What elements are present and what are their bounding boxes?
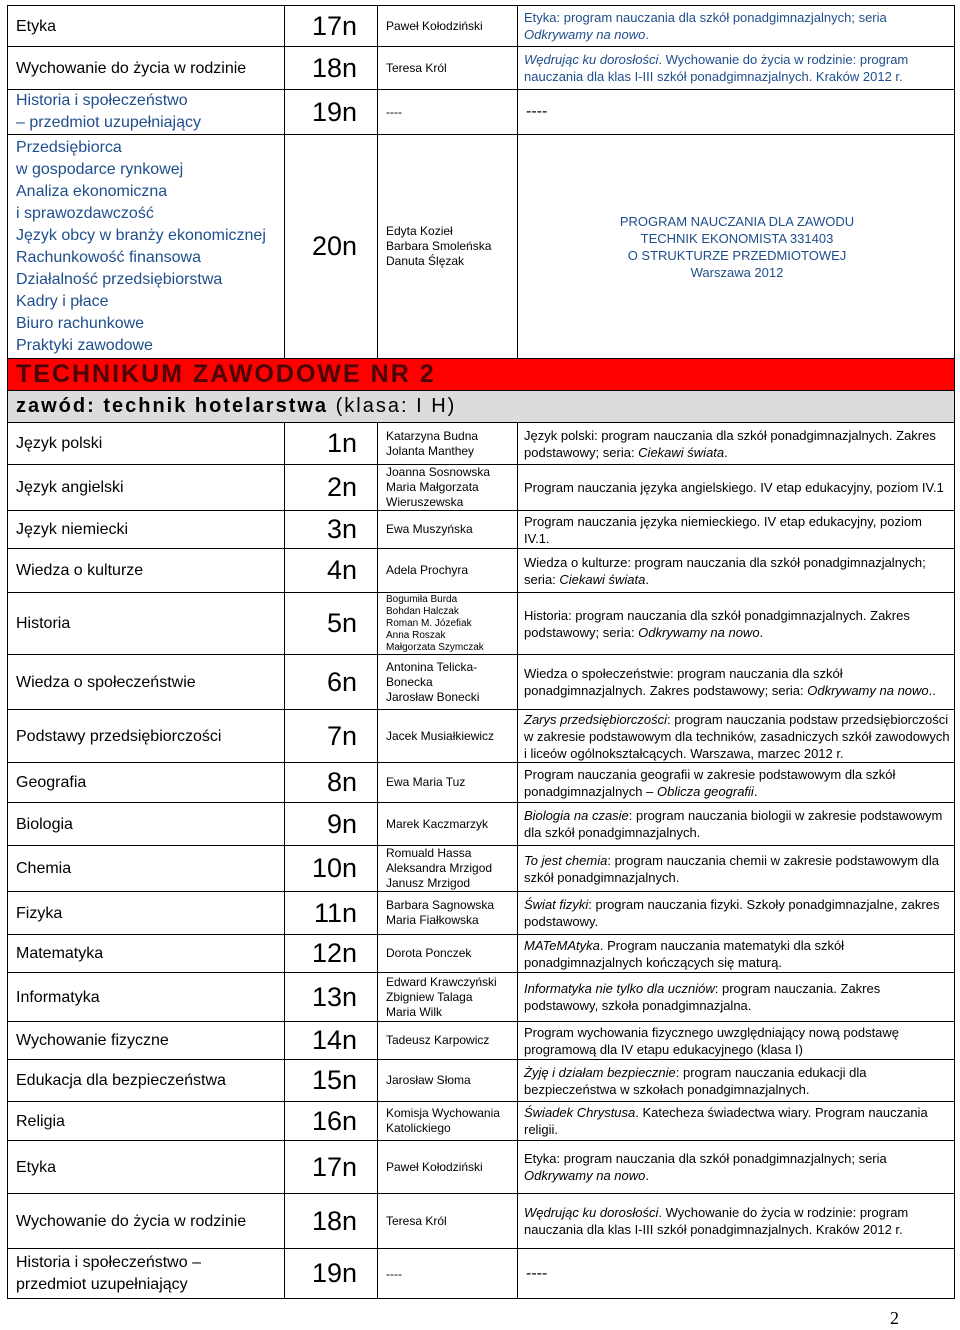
table-row bbox=[8, 90, 955, 135]
author-name: Komisja Wychowania Katolickiego bbox=[386, 1106, 500, 1135]
author-name: Paweł Kołodziński bbox=[386, 1159, 483, 1174]
school-header-row bbox=[8, 359, 955, 391]
program-description: Wiedza o społeczeństwie: program nauczania dla szkół ponadgimnazjalnych. Zakres podstawowy; seria: Odkrywamy na nowo.. bbox=[518, 655, 955, 710]
table-row bbox=[8, 511, 955, 549]
description-line: Warszawa 2012 bbox=[690, 264, 784, 280]
program-number: 17n bbox=[285, 6, 378, 47]
author-name: Edyta Kozieł bbox=[386, 224, 453, 238]
subject-line: Praktyki zawodowe bbox=[16, 336, 153, 354]
subject-cell: Matematyka bbox=[8, 935, 285, 973]
authors-cell bbox=[378, 710, 518, 763]
subject-cell bbox=[8, 1249, 285, 1299]
authors-cell bbox=[378, 1141, 518, 1194]
subject-line: Język obcy w branży ekonomicznej bbox=[16, 226, 266, 244]
authors-cell: ---- bbox=[378, 1249, 518, 1299]
program-number: 17n bbox=[285, 1141, 378, 1194]
program-description: Wędrując ku dorosłości. Wychowanie do życia w rodzinie: program nauczania dla klas I-III szkół ponadgimnazjalnych. Kraków 2012 r. bbox=[518, 47, 955, 90]
subject-cell: Język polski bbox=[8, 423, 285, 465]
profession-label: zawód: technik hotelarstwa bbox=[16, 395, 329, 417]
program-description: Wiedza o kulturze: program nauczania dla szkół ponadgimnazjalnych; seria: Ciekawi świata. bbox=[518, 549, 955, 593]
author-name: Danuta Ślęzak bbox=[386, 254, 465, 268]
subject-cell: Wychowanie fizyczne bbox=[8, 1022, 285, 1060]
authors-cell bbox=[378, 892, 518, 935]
subject-cell: Wiedza o kulturze bbox=[8, 549, 285, 593]
table-row bbox=[8, 135, 955, 359]
authors-cell bbox=[378, 135, 518, 359]
program-description: Żyję i działam bezpiecznie: program nauczania edukacji dla bezpieczeństwa w szkołach ponadgimnazjalnych. bbox=[518, 1060, 955, 1102]
subject-line: Kadry i płace bbox=[16, 292, 109, 310]
subject-line: przedmiot uzupełniający bbox=[16, 1275, 188, 1293]
program-number: 11n bbox=[285, 892, 378, 935]
authors-cell bbox=[378, 655, 518, 710]
subject-cell: Wychowanie do życia w rodzinie bbox=[8, 47, 285, 90]
subject-cell: Etyka bbox=[8, 6, 285, 47]
author-name: Maria Wilk bbox=[386, 1004, 442, 1019]
authors-cell bbox=[378, 549, 518, 593]
program-number: 9n bbox=[285, 803, 378, 846]
author-name: Tadeusz Karpowicz bbox=[386, 1033, 490, 1047]
subject-cell: Etyka bbox=[8, 1141, 285, 1194]
subject-cell: Geografia bbox=[8, 763, 285, 803]
profession-header-row bbox=[8, 391, 955, 423]
authors-cell: Teresa Król bbox=[378, 47, 518, 90]
subject-cell: Edukacja dla bezpieczeństwa bbox=[8, 1060, 285, 1102]
author-name: Edward Krawczyński bbox=[386, 974, 497, 989]
program-number: 4n bbox=[285, 549, 378, 593]
program-description: Informatyka nie tylko dla uczniów: program nauczania. Zakres podstawowy, szkoła ponadgimnazjalna. bbox=[518, 973, 955, 1022]
table-row bbox=[8, 710, 955, 763]
author-name: Janusz Mrzigod bbox=[386, 876, 471, 890]
program-description bbox=[518, 135, 955, 359]
program-description: ---- bbox=[518, 1249, 955, 1299]
subject-cell: Chemia bbox=[8, 846, 285, 892]
table-row bbox=[8, 1249, 955, 1299]
author-name: Jarosław Bonecki bbox=[386, 689, 480, 704]
authors-cell bbox=[378, 1194, 518, 1249]
program-number: 14n bbox=[285, 1022, 378, 1060]
author-name: Romuald Hassa bbox=[386, 846, 472, 860]
authors-cell bbox=[378, 803, 518, 846]
table-row bbox=[8, 655, 955, 710]
program-description: Program nauczania języka angielskiego. IV etap edukacyjny, poziom IV.1 bbox=[518, 465, 955, 511]
program-number: 7n bbox=[285, 710, 378, 763]
table-row bbox=[8, 892, 955, 935]
table-row bbox=[8, 973, 955, 1022]
table-row bbox=[8, 1141, 955, 1194]
subject-line: – przedmiot uzupełniający bbox=[16, 114, 201, 131]
profession-header bbox=[8, 391, 955, 423]
program-number: 12n bbox=[285, 935, 378, 973]
author-name: Anna Roszak bbox=[386, 629, 446, 641]
subject-cell: Religia bbox=[8, 1102, 285, 1141]
program-number: 15n bbox=[285, 1060, 378, 1102]
table-row bbox=[8, 1022, 955, 1060]
table-row bbox=[8, 935, 955, 973]
program-description: Wędrując ku dorosłości. Wychowanie do życia w rodzinie: program nauczania dla klas I-III szkół ponadgimnazjalnych. Kraków 2012 r. bbox=[518, 1194, 955, 1249]
author-name: Jarosław Słoma bbox=[386, 1073, 471, 1087]
table-row bbox=[8, 1194, 955, 1249]
authors-cell bbox=[378, 511, 518, 549]
program-description: ---- bbox=[518, 90, 955, 135]
subject-cell: Język niemiecki bbox=[8, 511, 285, 549]
authors-cell bbox=[378, 1022, 518, 1060]
program-description: Zarys przedsiębiorczości: program nauczania podstaw przedsiębiorczości w zakresie podstawowym dla techników, zasadniczych szkół zawodowych i liceów ogólnokształcących. Warszawa, marzec 2012 r. bbox=[518, 710, 955, 763]
author-name: Ewa Maria Tuz bbox=[386, 775, 466, 789]
subject-cell: Fizyka bbox=[8, 892, 285, 935]
program-number: 3n bbox=[285, 511, 378, 549]
authors-cell bbox=[378, 1060, 518, 1102]
program-number: 1n bbox=[285, 423, 378, 465]
program-description: Program wychowania fizycznego uwzględniający nową podstawę programową dla IV etapu edukacyjnego (klasa I) bbox=[518, 1022, 955, 1060]
subject-line: i sprawozdawczość bbox=[16, 204, 154, 222]
program-description: Świadek Chrystusa. Katecheza świadectwa wiary. Program nauczania religii. bbox=[518, 1102, 955, 1141]
authors-cell bbox=[378, 465, 518, 511]
author-name: Joanna Sosnowska bbox=[386, 465, 491, 479]
author-name: Bohdan Halczak bbox=[386, 605, 459, 617]
author-name: Roman M. Józefiak bbox=[386, 617, 472, 629]
program-description: Etyka: program nauczania dla szkół ponadgimnazjalnych; seria Odkrywamy na nowo. bbox=[518, 1141, 955, 1194]
authors-cell: ---- bbox=[378, 90, 518, 135]
class-label: (klasa: I H) bbox=[335, 395, 457, 417]
table-row bbox=[8, 465, 955, 511]
table-row bbox=[8, 803, 955, 846]
subject-line: Biuro rachunkowe bbox=[16, 314, 145, 332]
subject-line: Historia i społeczeństwo – bbox=[16, 1253, 201, 1271]
author-name: Katarzyna Budna bbox=[386, 428, 479, 443]
author-name: Bogumiła Burda bbox=[386, 593, 458, 605]
bottom-section bbox=[8, 1249, 955, 1299]
program-number: 10n bbox=[285, 846, 378, 892]
subject-cell: Informatyka bbox=[8, 973, 285, 1022]
table-row bbox=[8, 1102, 955, 1141]
subject-line: Analiza ekonomiczna bbox=[16, 182, 168, 200]
author-name: Maria Małgorzata Wieruszewska bbox=[386, 480, 479, 509]
table-row bbox=[8, 47, 955, 90]
program-description: Biologia na czasie: program nauczania biologii w zakresie podstawowym dla szkół ponadgimnazjalnych. bbox=[518, 803, 955, 846]
description-line: O STRUKTURZE PRZEDMIOTOWEJ bbox=[627, 247, 847, 263]
program-number: 16n bbox=[285, 1102, 378, 1141]
description-line: PROGRAM NAUCZANIA DLA ZAWODU bbox=[619, 213, 855, 229]
curriculum-table bbox=[7, 5, 955, 1299]
program-description: To jest chemia: program nauczania chemii w zakresie podstawowym dla szkół ponadgimnazjalnych. bbox=[518, 846, 955, 892]
author-name: Adela Prochyra bbox=[386, 563, 469, 577]
authors-cell bbox=[378, 763, 518, 803]
program-number: 5n bbox=[285, 593, 378, 655]
subject-line: Działalność przedsiębiorstwa bbox=[16, 270, 223, 288]
authors-cell bbox=[378, 1102, 518, 1141]
authors-cell bbox=[378, 593, 518, 655]
table-row bbox=[8, 1060, 955, 1102]
author-name: Jolanta Manthey bbox=[386, 443, 475, 458]
top-section bbox=[8, 6, 955, 423]
school-header: TECHNIKUM ZAWODOWE NR 2 bbox=[8, 359, 955, 391]
subject-list bbox=[8, 135, 285, 359]
subject-cell: Historia bbox=[8, 593, 285, 655]
author-name: Ewa Muszyńska bbox=[386, 522, 473, 536]
authors-cell bbox=[378, 423, 518, 465]
program-number: 20n bbox=[285, 135, 378, 359]
author-name: Teresa Król bbox=[386, 1213, 447, 1228]
author-name: Aleksandra Mrzigod bbox=[386, 861, 493, 875]
author-name: Barbara Smoleńska bbox=[386, 239, 492, 253]
program-description: Świat fizyki: program nauczania fizyki. Szkoły ponadgimnazjalne, zakres podstawowy. bbox=[518, 892, 955, 935]
author-name: Maria Fiałkowska bbox=[386, 913, 479, 927]
program-description: Historia: program nauczania dla szkół ponadgimnazjalnych. Zakres podstawowy; seria: Odkrywamy na nowo. bbox=[518, 593, 955, 655]
table-row bbox=[8, 423, 955, 465]
program-description: MATeMAtyka. Program nauczania matematyki dla szkół ponadgimnazjalnych kończących się maturą. bbox=[518, 935, 955, 973]
subject-cell: Biologia bbox=[8, 803, 285, 846]
authors-cell bbox=[378, 973, 518, 1022]
table-row bbox=[8, 593, 955, 655]
subject-line: Rachunkowość finansowa bbox=[16, 248, 201, 266]
program-description: Program nauczania geografii w zakresie podstawowym dla szkół ponadgimnazjalnych – Oblicza geografii. bbox=[518, 763, 955, 803]
subject-line: Historia i społeczeństwo bbox=[16, 92, 188, 109]
program-number: 13n bbox=[285, 973, 378, 1022]
program-description: Język polski: program nauczania dla szkół ponadgimnazjalnych. Zakres podstawowy; seria: Ciekawi świata. bbox=[518, 423, 955, 465]
program-description: Etyka: program nauczania dla szkół ponadgimnazjalnych; seria Odkrywamy na nowo. bbox=[518, 6, 955, 47]
program-number: 18n bbox=[285, 47, 378, 90]
author-name: Zbigniew Talaga bbox=[386, 989, 473, 1004]
program-number: 8n bbox=[285, 763, 378, 803]
table-row bbox=[8, 846, 955, 892]
subject-cell: Podstawy przedsiębiorczości bbox=[8, 710, 285, 763]
authors-cell bbox=[378, 935, 518, 973]
table-row bbox=[8, 549, 955, 593]
subjects-section bbox=[8, 423, 955, 1249]
subject-cell: Język angielski bbox=[8, 465, 285, 511]
program-number: 18n bbox=[285, 1194, 378, 1249]
subject-line: Przedsiębiorca bbox=[16, 138, 122, 156]
table-row bbox=[8, 6, 955, 47]
page-number: 2 bbox=[890, 1308, 899, 1328]
program-number: 19n bbox=[285, 90, 378, 135]
author-name: Barbara Sagnowska bbox=[386, 898, 495, 912]
author-name: Małgorzata Szymczak bbox=[386, 641, 484, 653]
author-name: Dorota Ponczek bbox=[386, 946, 472, 960]
subject-line: w gospodarce rynkowej bbox=[16, 160, 184, 178]
subject-cell: Wiedza o społeczeństwie bbox=[8, 655, 285, 710]
authors-cell: Paweł Kołodziński bbox=[378, 6, 518, 47]
table-row bbox=[8, 763, 955, 803]
authors-cell bbox=[378, 846, 518, 892]
program-number: 2n bbox=[285, 465, 378, 511]
program-number: 19n bbox=[285, 1249, 378, 1299]
subject-cell: Wychowanie do życia w rodzinie bbox=[8, 1194, 285, 1249]
description-line: TECHNIK EKONOMISTA 331403 bbox=[640, 230, 834, 246]
program-number: 6n bbox=[285, 655, 378, 710]
subject-cell bbox=[8, 90, 285, 135]
program-description: Program nauczania języka niemieckiego. IV etap edukacyjny, poziom IV.1. bbox=[518, 511, 955, 549]
author-name: Jacek Musiałkiewicz bbox=[386, 728, 495, 743]
author-name: Marek Kaczmarzyk bbox=[386, 816, 489, 831]
author-name: Antonina Telicka-Bonecka bbox=[386, 659, 478, 689]
